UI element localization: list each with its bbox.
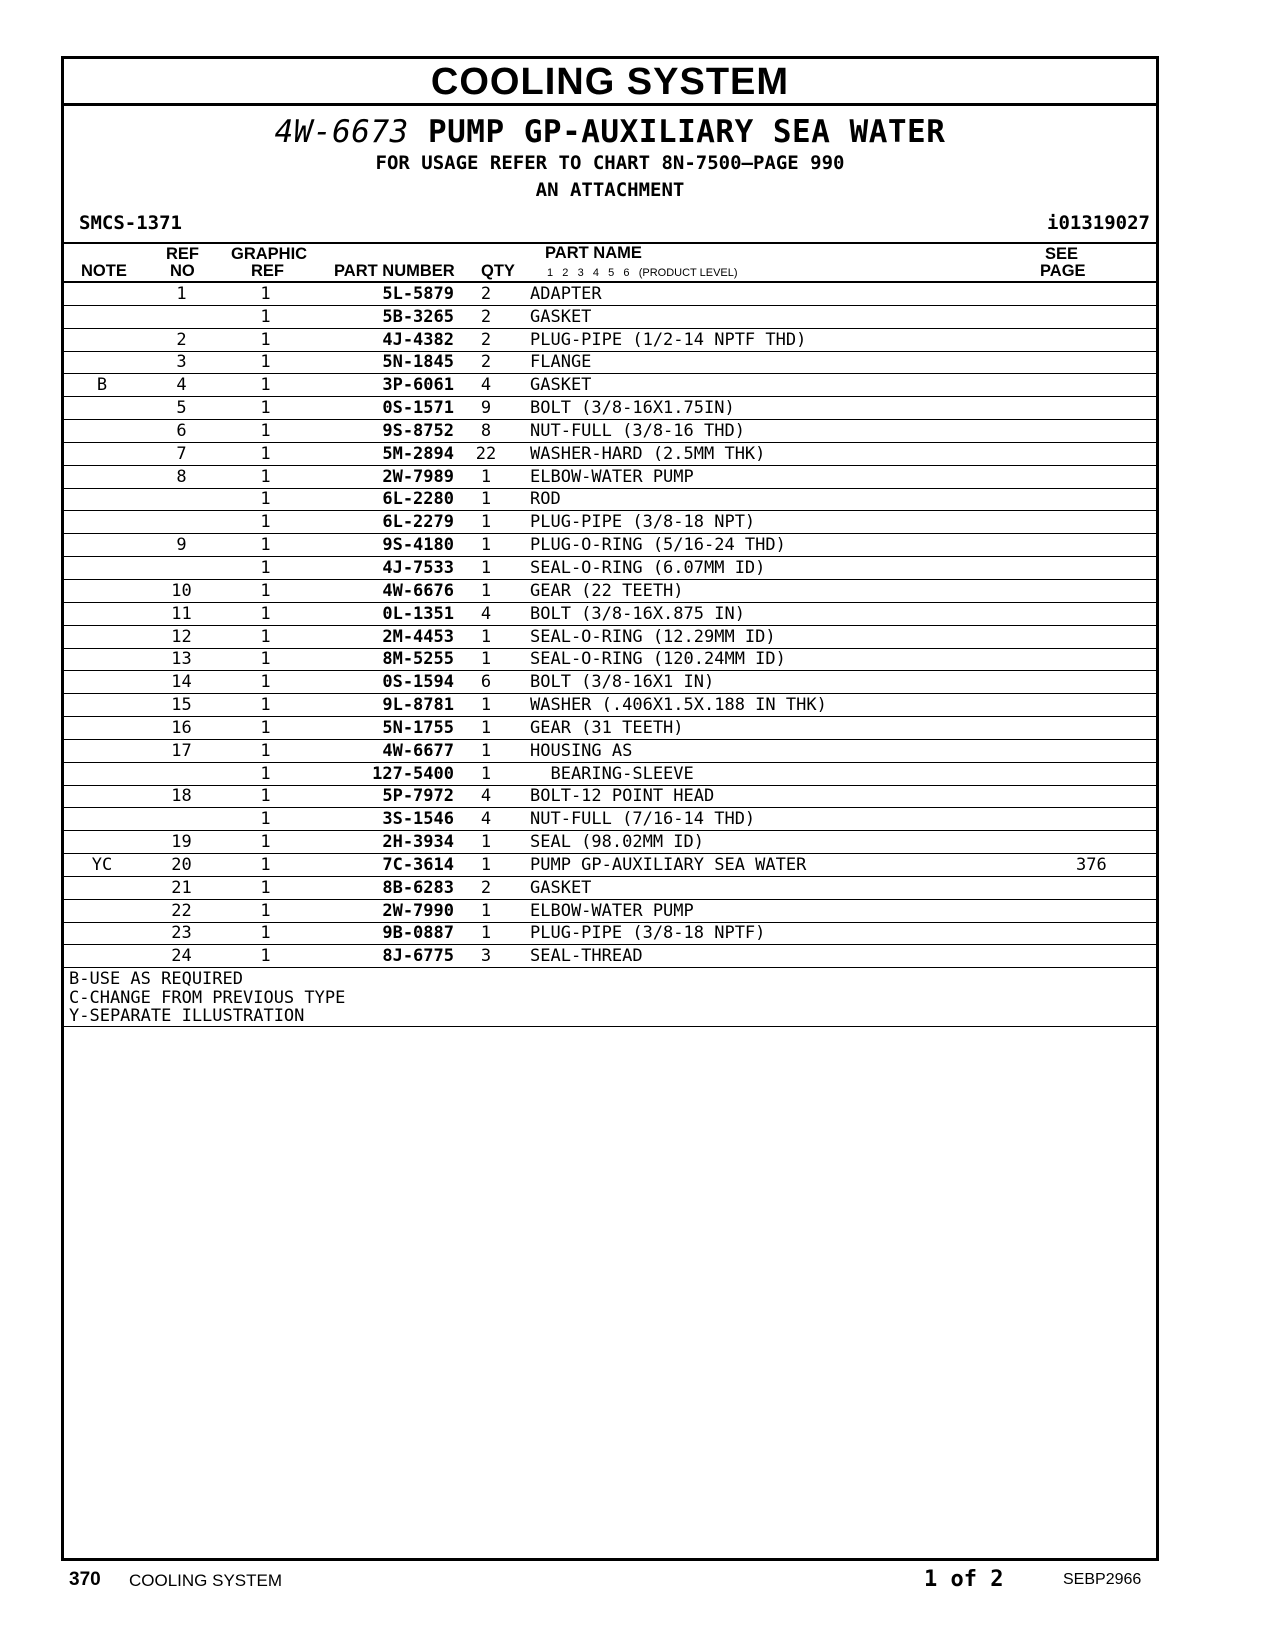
row-note	[64, 397, 140, 420]
row-part-name: NUT-FULL (7/16-14 THD)	[518, 808, 1076, 831]
col-graphic-top: GRAPHIC	[231, 245, 308, 263]
row-see-page	[1076, 557, 1156, 580]
row-see-page	[1076, 465, 1156, 488]
row-note	[64, 945, 140, 968]
col-see-top: SEE	[1045, 245, 1079, 263]
row-graphic-ref: 1	[223, 328, 308, 351]
notes-legend	[64, 968, 1156, 1027]
row-graphic-ref: 1	[223, 579, 308, 602]
row-qty: 4	[454, 374, 518, 397]
row-part-number: 6L-2279	[308, 511, 454, 534]
row-ref-no: 6	[140, 420, 223, 443]
row-ref-no	[140, 511, 223, 534]
col-ref-bottom: NO	[170, 262, 195, 280]
section-title: COOLING SYSTEM	[64, 59, 1156, 106]
row-part-name: SEAL-O-RING (120.24MM ID)	[518, 648, 1076, 671]
row-part-number: 8B-6283	[308, 876, 454, 899]
row-ref-no: 4	[140, 374, 223, 397]
row-see-page	[1076, 808, 1156, 831]
row-note	[64, 739, 140, 762]
group-part-number: 4W-6673	[274, 114, 409, 150]
row-note	[64, 717, 140, 740]
row-part-name: ROD	[518, 488, 1076, 511]
row-graphic-ref: 1	[223, 442, 308, 465]
row-ref-no: 14	[140, 671, 223, 694]
group-heading	[64, 114, 1156, 150]
row-ref-no: 3	[140, 351, 223, 374]
row-qty: 1	[454, 739, 518, 762]
row-graphic-ref: 1	[223, 717, 308, 740]
row-see-page: 376	[1076, 854, 1156, 877]
row-see-page	[1076, 579, 1156, 602]
row-note: YC	[64, 854, 140, 877]
row-qty: 1	[454, 717, 518, 740]
row-graphic-ref: 1	[223, 876, 308, 899]
row-ref-no: 16	[140, 717, 223, 740]
row-graphic-ref: 1	[223, 762, 308, 785]
row-graphic-ref: 1	[223, 397, 308, 420]
row-ref-no: 10	[140, 579, 223, 602]
row-part-number: 9S-4180	[308, 534, 454, 557]
table-row	[64, 808, 1156, 831]
row-graphic-ref: 1	[223, 648, 308, 671]
row-see-page	[1076, 488, 1156, 511]
row-see-page	[1076, 534, 1156, 557]
row-ref-no	[140, 488, 223, 511]
row-part-name: GASKET	[518, 374, 1076, 397]
row-qty: 4	[454, 602, 518, 625]
row-ref-no	[140, 808, 223, 831]
table-row	[64, 351, 1156, 374]
row-note	[64, 762, 140, 785]
row-part-name: PLUG-PIPE (1/2-14 NPTF THD)	[518, 328, 1076, 351]
row-note	[64, 328, 140, 351]
parts-table-body	[64, 283, 1156, 968]
row-part-name: ELBOW-WATER PUMP	[518, 899, 1076, 922]
row-note	[64, 876, 140, 899]
row-ref-no	[140, 762, 223, 785]
row-part-number: 4J-7533	[308, 557, 454, 580]
note-line: B-USE AS REQUIRED	[69, 969, 243, 990]
table-row	[64, 922, 1156, 945]
row-see-page	[1076, 511, 1156, 534]
row-part-number: 8M-5255	[308, 648, 454, 671]
row-qty: 2	[454, 283, 518, 305]
row-note: B	[64, 374, 140, 397]
row-part-name: GEAR (31 TEETH)	[518, 717, 1076, 740]
row-qty: 1	[454, 557, 518, 580]
table-row	[64, 328, 1156, 351]
row-part-name: ADAPTER	[518, 283, 1076, 305]
row-ref-no: 12	[140, 625, 223, 648]
row-note	[64, 808, 140, 831]
row-qty: 1	[454, 762, 518, 785]
row-graphic-ref: 1	[223, 305, 308, 328]
row-see-page	[1076, 785, 1156, 808]
row-ref-no: 17	[140, 739, 223, 762]
row-note	[64, 488, 140, 511]
table-row	[64, 625, 1156, 648]
table-row	[64, 534, 1156, 557]
row-qty: 1	[454, 831, 518, 854]
row-graphic-ref: 1	[223, 831, 308, 854]
row-graphic-ref: 1	[223, 808, 308, 831]
table-row	[64, 465, 1156, 488]
row-part-number: 7C-3614	[308, 854, 454, 877]
row-ref-no: 8	[140, 465, 223, 488]
table-row	[64, 694, 1156, 717]
row-ref-no: 9	[140, 534, 223, 557]
row-part-number: 6L-2280	[308, 488, 454, 511]
row-graphic-ref: 1	[223, 557, 308, 580]
table-row	[64, 397, 1156, 420]
table-row	[64, 648, 1156, 671]
attachment-label: AN ATTACHMENT	[535, 179, 685, 201]
row-part-number: 0S-1594	[308, 671, 454, 694]
row-part-name: GEAR (22 TEETH)	[518, 579, 1076, 602]
row-see-page	[1076, 374, 1156, 397]
row-graphic-ref: 1	[223, 511, 308, 534]
row-part-number: 9S-8752	[308, 420, 454, 443]
row-qty: 2	[454, 351, 518, 374]
row-part-number: 0L-1351	[308, 602, 454, 625]
row-see-page	[1076, 876, 1156, 899]
row-ref-no: 18	[140, 785, 223, 808]
row-qty: 1	[454, 625, 518, 648]
col-see-bottom: PAGE	[1040, 262, 1086, 280]
row-part-number: 9L-8781	[308, 694, 454, 717]
row-qty: 8	[454, 420, 518, 443]
table-row	[64, 739, 1156, 762]
table-row	[64, 420, 1156, 443]
row-note	[64, 922, 140, 945]
row-part-name: SEAL-O-RING (12.29MM ID)	[518, 625, 1076, 648]
row-see-page	[1076, 625, 1156, 648]
row-qty: 1	[454, 534, 518, 557]
row-part-name: BOLT (3/8-16X1.75IN)	[518, 397, 1076, 420]
sheet-indicator: 1 of 2	[924, 1567, 1004, 1592]
row-ref-no: 19	[140, 831, 223, 854]
row-part-number: 2H-3934	[308, 831, 454, 854]
row-note	[64, 671, 140, 694]
row-graphic-ref: 1	[223, 854, 308, 877]
row-note	[64, 579, 140, 602]
row-graphic-ref: 1	[223, 899, 308, 922]
row-note	[64, 420, 140, 443]
row-part-number: 5M-2894	[308, 442, 454, 465]
row-see-page	[1076, 899, 1156, 922]
row-qty: 1	[454, 579, 518, 602]
row-graphic-ref: 1	[223, 785, 308, 808]
row-qty: 3	[454, 945, 518, 968]
page-footer	[0, 1567, 1275, 1597]
row-note	[64, 648, 140, 671]
row-ref-no	[140, 557, 223, 580]
row-qty: 1	[454, 465, 518, 488]
row-part-name: ELBOW-WATER PUMP	[518, 465, 1076, 488]
smcs-code: SMCS-1371	[79, 212, 182, 234]
table-row	[64, 762, 1156, 785]
row-part-number: 5N-1845	[308, 351, 454, 374]
row-qty: 9	[454, 397, 518, 420]
identifier-row	[64, 212, 1156, 244]
table-row	[64, 488, 1156, 511]
row-qty: 1	[454, 922, 518, 945]
row-qty: 2	[454, 876, 518, 899]
row-see-page	[1076, 442, 1156, 465]
row-see-page	[1076, 648, 1156, 671]
parts-table	[64, 283, 1156, 968]
row-part-name: BOLT-12 POINT HEAD	[518, 785, 1076, 808]
row-note	[64, 785, 140, 808]
col-part-number: PART NUMBER	[334, 262, 455, 280]
row-graphic-ref: 1	[223, 420, 308, 443]
row-graphic-ref: 1	[223, 283, 308, 305]
table-row	[64, 854, 1156, 877]
col-graphic-bottom: REF	[251, 262, 284, 280]
row-note	[64, 511, 140, 534]
row-graphic-ref: 1	[223, 739, 308, 762]
table-row	[64, 283, 1156, 305]
row-qty: 1	[454, 854, 518, 877]
row-graphic-ref: 1	[223, 625, 308, 648]
row-note	[64, 602, 140, 625]
row-part-number: 5L-5879	[308, 283, 454, 305]
row-part-name: FLANGE	[518, 351, 1076, 374]
page-number: 370	[69, 1569, 101, 1590]
row-see-page	[1076, 328, 1156, 351]
row-see-page	[1076, 602, 1156, 625]
row-part-number: 5N-1755	[308, 717, 454, 740]
row-qty: 2	[454, 305, 518, 328]
table-row	[64, 511, 1156, 534]
row-note	[64, 557, 140, 580]
row-see-page	[1076, 831, 1156, 854]
row-ref-no: 21	[140, 876, 223, 899]
row-note	[64, 625, 140, 648]
row-qty: 4	[454, 785, 518, 808]
document-number: SEBP2966	[1063, 1571, 1142, 1588]
row-graphic-ref: 1	[223, 351, 308, 374]
row-see-page	[1076, 420, 1156, 443]
row-graphic-ref: 1	[223, 465, 308, 488]
row-part-name: SEAL-THREAD	[518, 945, 1076, 968]
row-graphic-ref: 1	[223, 945, 308, 968]
row-part-name: BOLT (3/8-16X1 IN)	[518, 671, 1076, 694]
table-row	[64, 899, 1156, 922]
row-see-page	[1076, 694, 1156, 717]
table-row	[64, 785, 1156, 808]
usage-reference: FOR USAGE REFER TO CHART 8N-7500—PAGE 990	[375, 152, 845, 174]
row-graphic-ref: 1	[223, 922, 308, 945]
row-part-number: 4J-4382	[308, 328, 454, 351]
table-row	[64, 671, 1156, 694]
row-part-name: PLUG-PIPE (3/8-18 NPTF)	[518, 922, 1076, 945]
row-part-number: 4W-6676	[308, 579, 454, 602]
table-row	[64, 717, 1156, 740]
row-graphic-ref: 1	[223, 374, 308, 397]
row-see-page	[1076, 671, 1156, 694]
row-ref-no: 22	[140, 899, 223, 922]
row-graphic-ref: 1	[223, 534, 308, 557]
row-see-page	[1076, 945, 1156, 968]
row-ref-no: 11	[140, 602, 223, 625]
row-qty: 1	[454, 899, 518, 922]
row-graphic-ref: 1	[223, 694, 308, 717]
row-graphic-ref: 1	[223, 602, 308, 625]
row-note	[64, 442, 140, 465]
footer-section: COOLING SYSTEM	[129, 1571, 283, 1590]
row-note	[64, 465, 140, 488]
row-qty: 1	[454, 488, 518, 511]
row-note	[64, 899, 140, 922]
row-part-name: SEAL (98.02MM ID)	[518, 831, 1076, 854]
row-qty: 1	[454, 648, 518, 671]
note-line: C-CHANGE FROM PREVIOUS TYPE	[69, 987, 346, 1008]
row-see-page	[1076, 717, 1156, 740]
row-part-number: 4W-6677	[308, 739, 454, 762]
row-note	[64, 283, 140, 305]
row-note	[64, 831, 140, 854]
row-part-name: PUMP GP-AUXILIARY SEA WATER	[518, 854, 1076, 877]
col-part-name: PART NAME	[545, 244, 642, 262]
row-part-number: 5B-3265	[308, 305, 454, 328]
row-note	[64, 534, 140, 557]
row-ref-no: 24	[140, 945, 223, 968]
row-part-name: PLUG-PIPE (3/8-18 NPT)	[518, 511, 1076, 534]
row-see-page	[1076, 351, 1156, 374]
table-row	[64, 305, 1156, 328]
row-part-name: PLUG-O-RING (5/16-24 THD)	[518, 534, 1076, 557]
row-note	[64, 694, 140, 717]
row-part-number: 2M-4453	[308, 625, 454, 648]
row-see-page	[1076, 922, 1156, 945]
row-part-number: 127-5400	[308, 762, 454, 785]
table-row	[64, 602, 1156, 625]
row-qty: 6	[454, 671, 518, 694]
row-see-page	[1076, 739, 1156, 762]
table-row	[64, 579, 1156, 602]
row-ref-no: 23	[140, 922, 223, 945]
row-qty: 22	[454, 442, 518, 465]
row-note	[64, 305, 140, 328]
parts-page-frame	[61, 56, 1159, 1561]
table-row	[64, 876, 1156, 899]
row-see-page	[1076, 305, 1156, 328]
row-part-name: BOLT (3/8-16X.875 IN)	[518, 602, 1076, 625]
note-line: Y-SEPARATE ILLUSTRATION	[69, 1006, 305, 1027]
col-ref-top: REF	[166, 245, 199, 263]
table-row	[64, 557, 1156, 580]
row-qty: 1	[454, 511, 518, 534]
row-ref-no: 2	[140, 328, 223, 351]
column-header	[64, 244, 1156, 283]
row-part-name: BEARING-SLEEVE	[518, 762, 1076, 785]
row-part-name: WASHER (.406X1.5X.188 IN THK)	[518, 694, 1076, 717]
row-graphic-ref: 1	[223, 671, 308, 694]
row-part-name: NUT-FULL (3/8-16 THD)	[518, 420, 1076, 443]
row-part-name: GASKET	[518, 305, 1076, 328]
row-part-name: HOUSING AS	[518, 739, 1076, 762]
row-part-number: 2W-7990	[308, 899, 454, 922]
row-ref-no: 1	[140, 283, 223, 305]
row-ref-no: 7	[140, 442, 223, 465]
row-note	[64, 351, 140, 374]
row-see-page	[1076, 283, 1156, 305]
row-ref-no	[140, 305, 223, 328]
col-product-levels: 1 2 3 4 5 6 (PRODUCT LEVEL)	[547, 267, 738, 279]
row-ref-no: 20	[140, 854, 223, 877]
row-part-name: WASHER-HARD (2.5MM THK)	[518, 442, 1076, 465]
row-part-number: 2W-7989	[308, 465, 454, 488]
row-part-name: SEAL-O-RING (6.07MM ID)	[518, 557, 1076, 580]
row-qty: 1	[454, 694, 518, 717]
row-ref-no: 15	[140, 694, 223, 717]
group-name: PUMP GP-AUXILIARY SEA WATER	[427, 114, 946, 150]
table-row	[64, 374, 1156, 397]
row-part-number: 0S-1571	[308, 397, 454, 420]
table-row	[64, 945, 1156, 968]
row-ref-no: 13	[140, 648, 223, 671]
row-part-name: GASKET	[518, 876, 1076, 899]
col-qty: QTY	[481, 262, 515, 280]
row-qty: 4	[454, 808, 518, 831]
row-part-number: 5P-7972	[308, 785, 454, 808]
row-qty: 2	[454, 328, 518, 351]
table-row	[64, 442, 1156, 465]
row-part-number: 3S-1546	[308, 808, 454, 831]
row-part-number: 9B-0887	[308, 922, 454, 945]
row-ref-no: 5	[140, 397, 223, 420]
table-row	[64, 831, 1156, 854]
row-see-page	[1076, 762, 1156, 785]
row-graphic-ref: 1	[223, 488, 308, 511]
row-see-page	[1076, 397, 1156, 420]
row-part-number: 3P-6061	[308, 374, 454, 397]
illustration-id: i01319027	[1047, 212, 1150, 234]
col-note: NOTE	[81, 262, 127, 280]
row-part-number: 8J-6775	[308, 945, 454, 968]
